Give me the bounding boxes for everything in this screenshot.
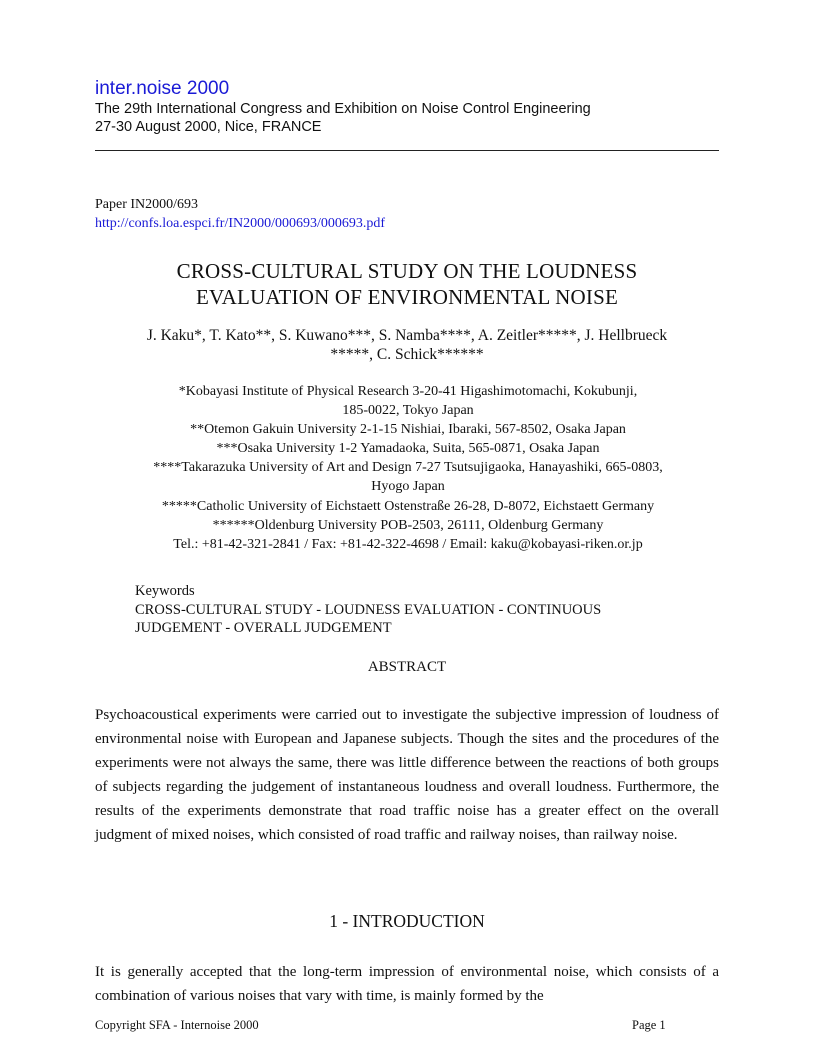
author-line: J. Kaku*, T. Kato**, S. Kuwano***, S. Namba****, A. Zeitler*****, J. Hellbrueck (146, 327, 668, 344)
keywords-block (135, 582, 715, 638)
conference-dates: 27-30 August 2000, Nice, FRANCE (95, 119, 322, 135)
affiliation-line: ******Oldenburg University POB-2503, 26111, Oldenburg Germany (212, 517, 604, 533)
author-list (95, 326, 719, 364)
paper-id: Paper IN2000/693 (95, 197, 199, 212)
paper-url-link[interactable]: http://confs.loa.espci.fr/IN2000/000693/000693.pdf (95, 216, 386, 231)
affiliation-line: ****Takarazuka University of Art and Design 7-27 Tsutsujigaoka, Hanayashiki, 665-0803, (153, 460, 663, 476)
title-line: EVALUATION OF ENVIRONMENTAL NOISE (196, 285, 618, 309)
intro-text: It is generally accepted that the long-term impression of environmental noise, which consists of a combination of various noises that vary with time, is mainly formed by the (95, 964, 719, 1004)
header-divider (95, 150, 719, 151)
section-heading: 1 - INTRODUCTION (329, 911, 485, 931)
conference-header (95, 78, 719, 136)
affiliation-line: *****Catholic University of Eichstaett Ostenstraße 26-28, D-8072, Eichstaett Germany (161, 498, 655, 514)
affiliation-line: Hyogo Japan (371, 479, 445, 495)
paper-title (95, 258, 719, 310)
footer-copyright: Copyright SFA - Internoise 2000 (95, 1018, 259, 1032)
footer-page-number: Page 1 (632, 1018, 666, 1032)
affiliation-line: *Kobayasi Institute of Physical Research 3-20-41 Higashimotomachi, Kokubunji, (178, 384, 638, 399)
affiliation-line: ***Osaka University 1-2 Yamadaoka, Suita, 565-0871, Osaka Japan (216, 441, 600, 457)
keywords-label: Keywords (135, 583, 195, 599)
affiliation-line: 185-0022, Tokyo Japan (342, 403, 474, 419)
abstract-text: Psychoacoustical experiments were carried out to investigate the subjective impression of loudness of environmental noise with European and Japanese subjects. Though the sites and the procedures of the experiments were not always the same, there was little difference between the reactions of both groups of subjects regarding the judgement of instantaneous loudness and overall loudness. Furthermore, the results of the experiments demonstrate that road traffic noise has a greater effect on the overall judgment of mixed noises, which consisted of road traffic and railway noises, than railway noise. (95, 707, 719, 844)
author-line: *****, C. Schick****** (330, 346, 484, 363)
conference-subtitle: The 29th International Congress and Exhibition on Noise Control Engineering (95, 101, 591, 117)
affiliation-list (88, 382, 728, 554)
title-line: CROSS-CULTURAL STUDY ON THE LOUDNESS (176, 259, 638, 283)
conference-name: inter.noise 2000 (95, 78, 230, 99)
affiliation-line: **Otemon Gakuin University 2-1-15 Nishiai, Ibaraki, 567-8502, Osaka Japan (190, 422, 626, 438)
keywords-line: CROSS-CULTURAL STUDY - LOUDNESS EVALUATION - CONTINUOUS (135, 601, 602, 618)
contact-line: Tel.: +81-42-321-2841 / Fax: +81-42-322-4698 / Email: kaku@kobayasi-riken.or.jp (173, 536, 643, 552)
abstract-heading: ABSTRACT (367, 659, 447, 675)
keywords-line: JUDGEMENT - OVERALL JUDGEMENT (135, 620, 392, 636)
